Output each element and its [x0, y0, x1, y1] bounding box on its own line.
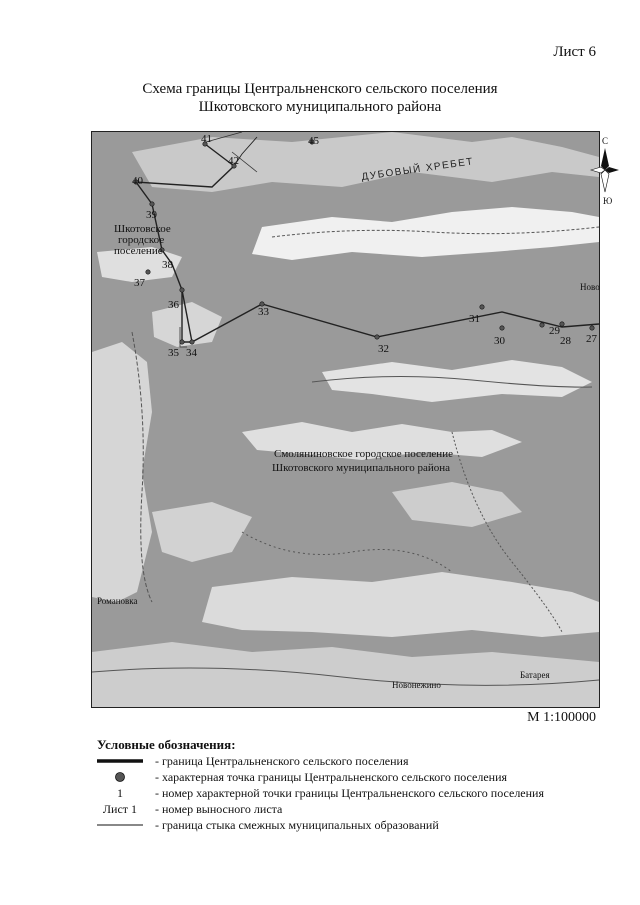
compass-south-label: Ю [603, 196, 613, 206]
legend-dot-symbol [97, 769, 143, 785]
map-frame[interactable] [91, 131, 613, 708]
romanovka-label: Романовка [97, 596, 138, 606]
point-label-33: 33 [258, 306, 269, 318]
boundary-point-29 [540, 323, 544, 327]
ridge-label: ДУБОВЫЙ ХРЕБЕТ [360, 156, 475, 183]
boundary-point-30 [500, 326, 504, 330]
boundary-point-34 [190, 340, 194, 344]
legend-number-symbol: 1 [117, 786, 123, 800]
point-label-38: 38 [162, 259, 173, 271]
legend-item-adjacent-boundary [97, 817, 617, 833]
boundary-point-35 [180, 340, 184, 344]
point-label-40: 40 [132, 175, 143, 187]
smolyaninovo-label-2: Шкотовского муниципального района [272, 462, 450, 474]
map-title [0, 80, 640, 116]
point-label-32: 32 [378, 343, 389, 355]
legend-item-text: - характерная точка границы Центральненского сельского поселения [155, 770, 508, 784]
boundary-point-31 [480, 305, 484, 309]
shkotovo-label-2: городское [118, 234, 165, 246]
novonezhino-label: Новонежино [392, 680, 441, 690]
boundary-point-39 [150, 202, 154, 206]
boundary-point-32 [375, 335, 379, 339]
map-title-line-2: Шкотовского муниципального района [198, 99, 442, 115]
point-label-31: 31 [469, 313, 480, 325]
map-canvas[interactable] [92, 132, 613, 707]
legend-sheet-symbol: Лист 1 [102, 802, 138, 816]
boundary-point-28 [560, 322, 564, 326]
legend-item-text: - номер характерной точки границы Центральненского сельского поселения [155, 786, 544, 800]
boundary-point-37 [146, 270, 150, 274]
point-label-29: 29 [549, 325, 560, 337]
point-label-41: 41 [201, 133, 212, 145]
boundary-point-27 [590, 326, 594, 330]
legend-title: Условные обозначения: [97, 737, 236, 752]
boundary-point-36 [180, 288, 184, 292]
map-title-line-1: Схема границы Центральненского сельского поселения [142, 81, 498, 97]
legend-item-text: - граница стыка смежных муниципальных образований [155, 818, 439, 832]
shkotovo-label-3: поселение [114, 245, 163, 257]
legend-thick-line-symbol [97, 753, 143, 769]
shkotovo-label-1: Шкотовское [114, 223, 171, 235]
point-label-34: 34 [186, 347, 197, 359]
legend-item-text: - номер выносного листа [155, 802, 283, 816]
novo-label: Ново [580, 282, 600, 292]
legend-thin-line-symbol [97, 817, 143, 833]
legend-item-point [97, 769, 617, 785]
smolyaninovo-label-1: Смоляниновское городское поселение [274, 448, 453, 460]
legend-item-sheet [97, 801, 617, 817]
point-label-30: 30 [494, 335, 505, 347]
point-label-35: 35 [168, 347, 179, 359]
point-label-27: 27 [586, 333, 597, 345]
point-label-28: 28 [560, 335, 571, 347]
map-scale: М 1:100000 [527, 710, 596, 725]
sheet-number: Лист 6 [553, 44, 596, 60]
point-label-36: 36 [168, 299, 179, 311]
point-label-39: 39 [146, 209, 157, 221]
batareya-label: Батарея [520, 670, 550, 680]
legend-item-boundary [97, 753, 617, 769]
point-label-45: 45 [308, 135, 319, 147]
point-label-42: 42 [228, 155, 239, 167]
point-label-37: 37 [134, 277, 145, 289]
legend-item-point-number [97, 785, 617, 801]
compass-north-label: С [602, 136, 609, 146]
legend-item-text: - граница Центральненского сельского поселения [155, 754, 409, 768]
